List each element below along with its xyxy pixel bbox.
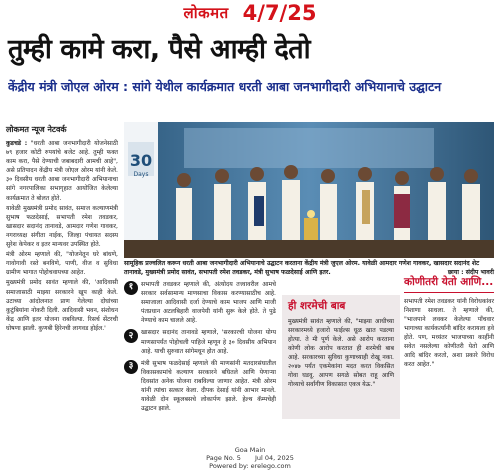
newspaper-logo: लोकमत	[183, 4, 229, 22]
event-photo-illustration	[124, 122, 494, 258]
event-photo	[124, 122, 494, 258]
lede-column	[6, 139, 118, 334]
number-badge: १	[124, 281, 138, 295]
list-item: ३ मंत्री सुभाष फळदेसाई म्हणाले की माणसांनी मतदारसंघातील विकासकामांचे कल्याण सरकारने बघितले आणि येणाऱ्या दिवसांत अनेक योजना राबविल्या जाणार आहेत. मंत्री ओरम यांनी त्यांचा सत्कार केला. दीपक देसाई यांनी आभार मानले. यावेळी दोन स्कूलबसचे लोकार्पण झाले. हेल्थ कॅम्पचेही उद्घाटन झाले.	[124, 359, 276, 414]
powered-by: Powered by: erelego.com	[209, 462, 291, 470]
byline: लोकमत न्यूज नेटवर्क	[6, 125, 67, 134]
list-item: १ सभापती तवडकर म्हणाले की, अंत्योदय तत्त्वावरील आमचे सरकार सर्वसामान्य माणसाचा विकास करण्यासाठीच आहे. समाजाला आदिवासी दर्जा देण्याचे काम भाजप आणि माजी पंतप्रधान अटलबिहारी वाजपेयी यांनी सुरू केले होते. ते पुढे नेण्याचे काम चालले आहे.	[124, 280, 276, 325]
lede-paragraph: मुख्यमंत्री प्रमोद सावंत म्हणाले की, 'आदिवासी समाजासाठी माझ्या सरकारने खूप काही केले. उटाच्या आंदोलनात प्राण गेलेल्या दोघांच्या कुटुंबियांना नोकरी दिली. आदिवासी भवन, संशोधन केंद्र आणि इतर योजना राबविल्या. रिसर्च सेंटरची घोषणा झाली. कुणबी हिरेनची लागवड होईल.'	[6, 279, 118, 332]
headline: तुम्ही कामे करा, पैसे आम्ही देतो	[8, 34, 311, 65]
page-number: Page No. 5	[206, 454, 241, 462]
numbered-points	[124, 280, 276, 416]
highlight-box	[282, 295, 400, 419]
dateline: कुडचडे :	[6, 140, 28, 147]
masthead	[0, 0, 500, 26]
subheadline: केंद्रीय मंत्री जोएल ओरम : सांगे येथील कार्यक्रमात धरती आबा जनभागीदारी अभियानाचे उद्घाटन	[8, 79, 442, 94]
sidebar-story	[404, 276, 494, 369]
issue-date: 4/7/25	[242, 1, 317, 25]
lede-paragraph: मंत्री ओरम म्हणाले की, "योजनेतून घरे बांधणे, गावोगावी रस्ते बनविणे, पाणी, वीज व सुविधा ग्रामीण भागात पोहोचवायच्या आहेत.	[6, 251, 118, 277]
sidebar-body: सभापती रमेश तवडकर यांनी विरोधकांवर निशाणा साधला. ते म्हणाले की, "भाजपाने लवकर केलेल्या पाँचवार भागाच्या कार्यकर्त्यांनी बांदिर करायला हवे होते. पण, मध्यंतर भाजपाच्या काहींनी सवेत नसलेल्या कोणीतरी येतो आणि आदि बांदिर करतो, अशा प्रकारे विरोध करत आहेत."	[404, 298, 494, 368]
screen-number: 30	[129, 151, 153, 170]
edition-name: Goa Main	[234, 446, 266, 454]
photo-caption: सामूहिक प्रज्वलित करून धरती आबा जनभागीदारी अभियानाचे उद्घाटन करताना केंद्रीय मंत्री जुएल ओरम. यावेळी आमदार गणेश गावकर, खासदार सदानंद शेट तानावडे, मुख्यमंत्री प्रमोद सावंत, सभापती रमेश तवडकर, मंत्री सुभाष फळदेसाई आणि इतर. छाया : संदीप भावरी	[124, 260, 494, 276]
number-badge: ३	[124, 360, 138, 374]
lede-paragraph: यावेळी मुख्यमंत्री प्रमोद सावंत, समाज कल्याणमंत्री सुभाष फळदेसाई, सभापती रमेश तवडकर, खासदार सदानंद तानावडे, आमदार गणेश गावकर, नगराध्यक्ष संगीता नाईक, जिल्हा पंचायत सदस्य सुरेश केपेकर व इतर मान्यवर उपस्थित होते.	[6, 204, 118, 249]
box-title: ही शरमेची बाब	[288, 300, 346, 312]
sidebar-title: कोणीतरी येतो आणि...	[404, 276, 494, 293]
photo-credit: छाया : संदीप भावरी	[447, 269, 494, 276]
screen-caption: Days	[133, 171, 149, 178]
page-info	[0, 454, 500, 462]
box-body: मुख्यमंत्री सावंत म्हणाले की, "माझ्या आधीच्या सरकारमध्ये हजारो फाईल्स धूळ खात पडल्या होत्या. ते मी पूर्ण केले. असे आरोप करताना कोणी लोक आरोप करतात ही शरमेची बाब आहे. सरकारच्या सुविधा कुणाच्याही रोखू नका. २०४७ पर्यंत एकमेकांना मदत करत विकसित गोवा घडवू. आपण सगळे सोबत राहू आणि गोव्याचे सर्वांगीण विकासात एकत्र येऊ."	[288, 318, 394, 388]
page-footer	[0, 446, 500, 470]
lede-paragraph: कुडचडे : "धरती आबा जनभागीदारी योजनेसाठी ७९ हजार कोटी रुपयांचे बजेट आहे. तुम्ही फक्त काम करा, पैसे देण्याची जबाबदारी आमची आहे", असे प्रतिपादन केंद्रीय मंत्री जोएल ओरम यांनी केले. ३० दिवसीय धरती आबा जनभागीदारी अभियानाचा सांगे नगरपालिका सभागृहात आयोजित केलेल्या कार्यक्रमात ते बोलत होते.	[6, 140, 118, 202]
publication-date: Jul 04, 2025	[255, 454, 294, 462]
list-item: २ खासदार सदानंद तानावडे म्हणाले, 'सरकारची योजना योग्य माणसापर्यंत पोहोचली पाहिजे म्हणून हे ३० दिवसीय अभियान आहे. याची सुरुवात सांगेमधून होत आहे.	[124, 328, 276, 355]
number-badge: २	[124, 329, 138, 343]
